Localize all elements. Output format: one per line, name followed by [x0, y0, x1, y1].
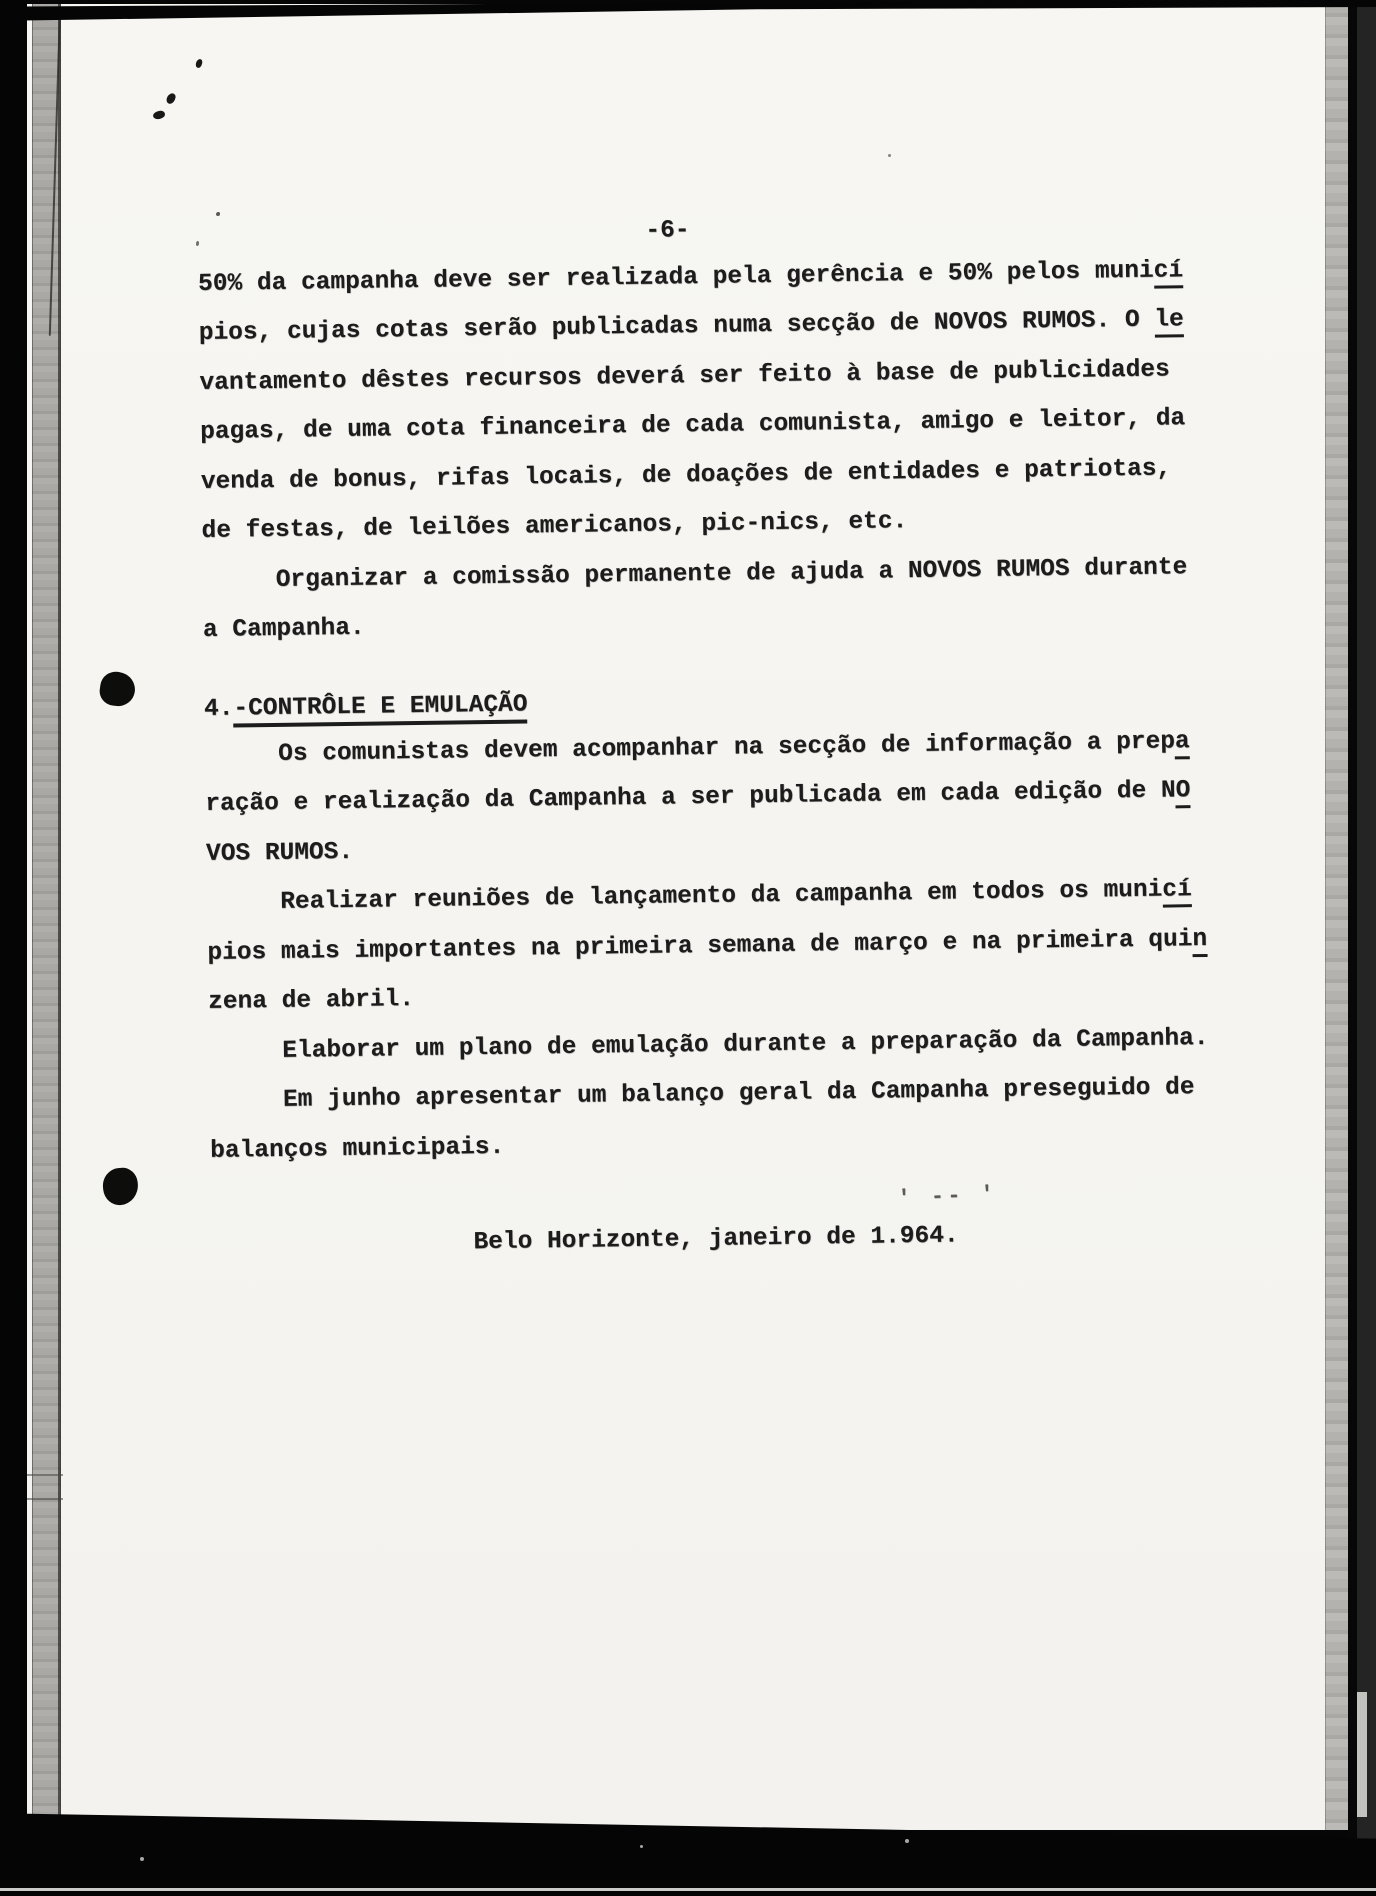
typed-line: zena de abril.: [207, 986, 415, 1016]
paper-edge-strip-right: [1325, 4, 1350, 1830]
typed-lines: [198, 245, 1251, 1176]
typed-line: VOS RUMOS.: [205, 838, 354, 868]
typed-line: Em junho apresentar um balanço geral da Campanha preseguido de: [282, 1074, 1195, 1114]
ink-speck: [888, 154, 891, 157]
typed-line: 50% da campanha deve ser realizada pela gerência e 50% pelos municí: [197, 256, 1184, 298]
paper-edge-shadow-left: [58, 4, 61, 1826]
typed-text-block: [197, 190, 1254, 1404]
typed-line: de festas, de leilões americanos, pic-nics, etc.: [201, 508, 908, 545]
typed-line: pagas, de uma cota financeira de cada comunista, amigo e leitor, da: [199, 405, 1186, 446]
scan-speck: [905, 1839, 909, 1843]
typed-line: Realizar reuniões de lançamento da campanha em todos os municí: [280, 876, 1192, 916]
scan-speck: [140, 1857, 144, 1861]
dateline: Belo Horizonte, janeiro de 1.964.: [473, 1222, 959, 1257]
scan-edge-right-outer: [1357, 0, 1376, 1896]
pen-mark: ' -- ': [897, 1183, 999, 1212]
scan-artifact-notch: [1357, 1692, 1367, 1817]
page-number: -6-: [645, 217, 690, 245]
typed-line: Organizar a comissão permanente de ajuda a NOVOS RUMOS durante: [275, 553, 1188, 594]
typed-line: a Campanha.: [202, 614, 365, 644]
section-heading: 4.-CONTRÔLE E EMULAÇÃO: [204, 674, 1244, 731]
paper-edge-scratch: [27, 1498, 63, 1500]
scan-artifact-line: [0, 1888, 1376, 1891]
typed-line: Elaborar um plano de emulação durante a preparação da Campanha.: [282, 1024, 1209, 1065]
scan-border-right: [1348, 0, 1357, 1896]
typed-line: pios mais importantes na primeira semana de março e na primeira quin: [207, 925, 1208, 967]
typed-line: vantamento dêstes recursos deverá ser feito à base de publicidades: [199, 355, 1170, 397]
typed-line: venda de bonus, rifas locais, de doações de entidades e patriotas,: [200, 454, 1172, 496]
paper-edge-strip-left: [32, 4, 61, 1830]
scan-speck: [640, 1845, 643, 1848]
typed-line: Os comunistas devem acompanhar na secção de informação a prepa: [277, 727, 1190, 768]
typed-line: pios, cujas cotas serão publicadas numa secção de NOVOS RUMOS. O le: [198, 306, 1184, 347]
typed-line: ração e realização da Campanha a ser publicada em cada edição de NO: [205, 777, 1191, 818]
scan-border-left: [0, 0, 27, 1896]
paper-edge-scratch: [27, 1474, 63, 1476]
typed-line: balanços municipais.: [210, 1133, 505, 1165]
